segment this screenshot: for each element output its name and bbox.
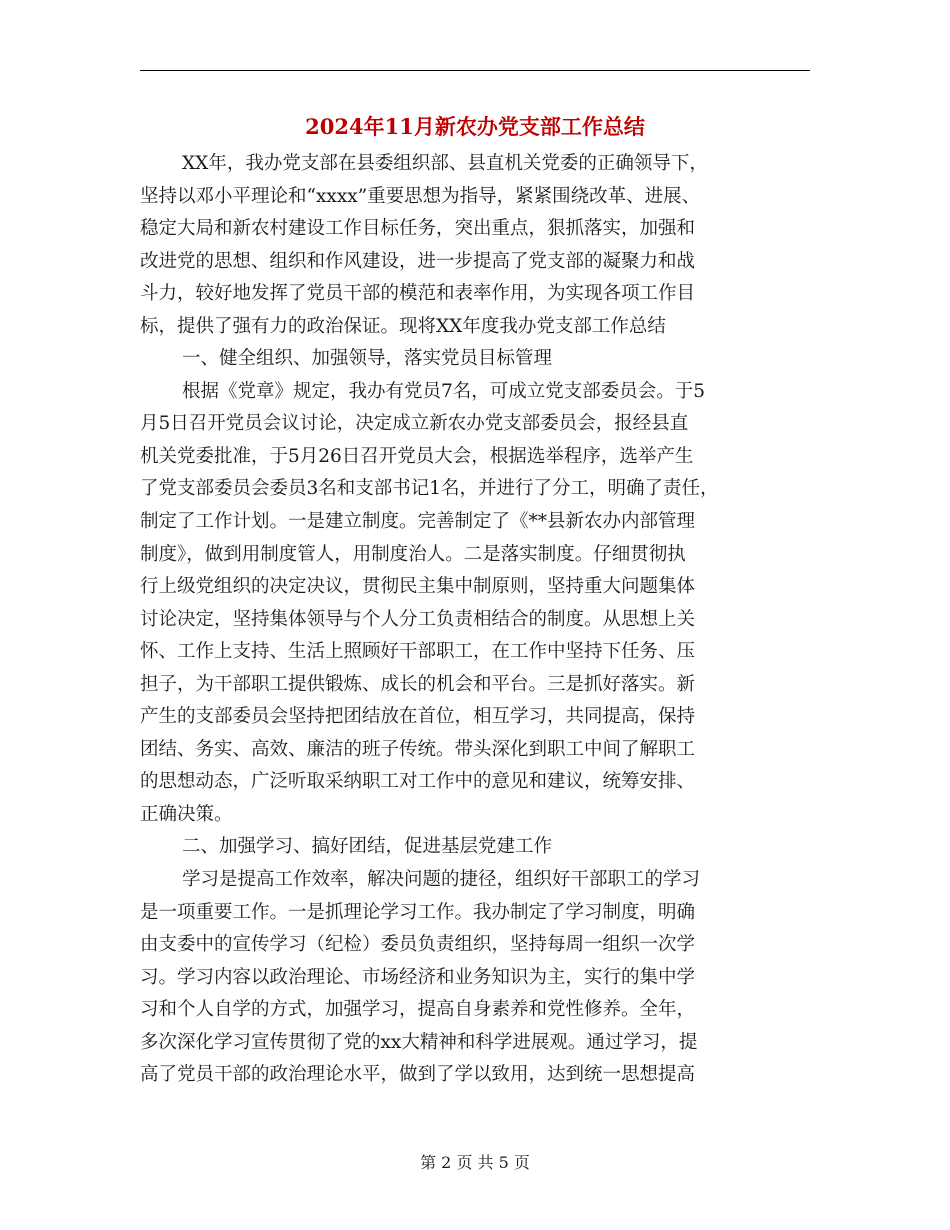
text-line: 月5日召开党员会议讨论，决定成立新农办党支部委员会，报经县直 — [140, 413, 689, 435]
text-line: 机关党委批准，于5月26日召开党员大会，根据选举程序，选举产生 — [140, 445, 694, 467]
text-line: 学习是提高工作效率，解决问题的捷径，组织好干部职工的学习 — [182, 869, 701, 891]
document-title: 2024年11月新农办党支部工作总结 — [305, 114, 645, 139]
text-line: 稳定大局和新农村建设工作目标任务，突出重点，狠抓落实，加强和 — [140, 218, 696, 240]
header-rule — [140, 70, 810, 71]
text-line: 是一项重要工作。一是抓理论学习工作。我办制定了学习制度，明确 — [140, 901, 696, 923]
text-line: 改进党的思想、组织和作风建设，进一步提高了党支部的凝聚力和战 — [140, 250, 696, 272]
text-line: 斗力，较好地发挥了党员干部的模范和表率作用，为实现各项工作目 — [140, 283, 696, 305]
text-line: 制度》，做到用制度管人，用制度治人。二是落实制度。仔细贯彻执 — [140, 543, 686, 565]
text-line: 制定了工作计划。一是建立制度。完善制定了《**县新农办内部管理 — [140, 511, 696, 533]
text-line: 多次深化学习宣传贯彻了党的xx大精神和科学进展观。通过学习，提 — [140, 1031, 698, 1053]
text-line: 标，提供了强有力的政治保证。现将XX年度我办党支部工作总结 — [140, 315, 666, 337]
text-line: 担子，为干部职工提供锻炼、成长的机会和平台。三是抓好落实。新 — [140, 673, 696, 695]
text-line: 讨论决定，坚持集体领导与个人分工负责相结合的制度。从思想上关 — [140, 608, 696, 630]
text-line: 了党支部委员会委员3名和支部书记1名，并进行了分工，明确了责任， — [140, 478, 719, 500]
text-line: 正确决策。 — [140, 803, 233, 825]
text-line: 高了党员干部的政治理论水平，做到了学以致用，达到统一思想提高 — [140, 1064, 696, 1086]
text-line: 产生的支部委员会坚持把团结放在首位，相互学习，共同提高，保持 — [140, 706, 696, 728]
text-line: 坚持以邓小平理论和“xxxx”重要思想为指导，紧紧围绕改革、进展、 — [140, 185, 701, 207]
text-line: 由支委中的宣传学习（纪检）委员负责组织，坚持每周一组织一次学 — [140, 934, 696, 956]
text-line: 的思想动态，广泛听取采纳职工对工作中的意见和建议，统筹安排、 — [140, 771, 696, 793]
text-line: 一、健全组织、加强领导，落实党员目标管理 — [182, 348, 553, 370]
page-footer: 第 2 页 共 5 页 — [420, 1153, 530, 1172]
text-line: 习和个人自学的方式，加强学习，提高自身素养和党性修养。全年， — [140, 999, 696, 1021]
text-line: 行上级党组织的决定决议，贯彻民主集中制原则，坚持重大问题集体 — [140, 576, 696, 598]
text-line: XX年，我办党支部在县委组织部、县直机关党委的正确领导下， — [182, 153, 708, 174]
text-line: 根据《党章》规定，我办有党员7名，可成立党支部委员会。于5 — [182, 380, 706, 402]
text-line: 团结、务实、高效、廉洁的班子传统。带头深化到职工中间了解职工 — [140, 738, 696, 760]
text-line: 怀、工作上支持、生活上照顾好干部职工，在工作中坚持下任务、压 — [140, 641, 696, 663]
text-line: 二、加强学习、搞好团结，促进基层党建工作 — [182, 836, 553, 858]
text-line: 习。学习内容以政治理论、市场经济和业务知识为主，实行的集中学 — [140, 966, 696, 988]
document-body — [140, 148, 810, 1092]
